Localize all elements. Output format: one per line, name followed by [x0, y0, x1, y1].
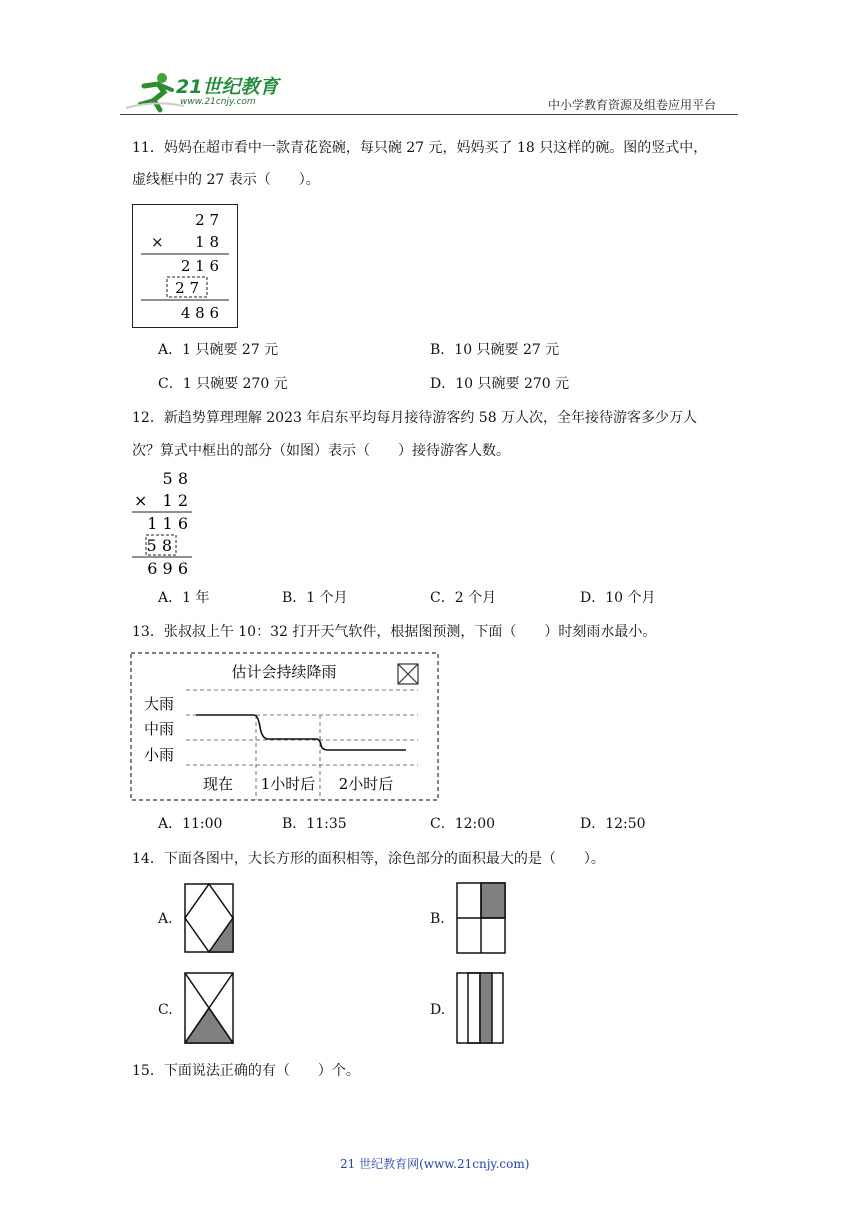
- q12-option-b[interactable]: B．1 个月: [282, 590, 348, 606]
- q12-text-line1: 12．新趋势算理理解 2023 年启东平均每月接待游客约 58 万人次，全年接待游客多少万人: [132, 410, 698, 426]
- header-divider: [120, 114, 738, 115]
- q11-text-line2: 虚线框中的 27 表示（ ）。: [132, 172, 320, 188]
- logo-main-text: 21世纪教育: [176, 76, 279, 98]
- q11-option-b[interactable]: B．10 只碗要 27 元: [430, 342, 560, 358]
- q13-level-light: 小雨: [144, 746, 175, 764]
- q12-calc-row5: 6 9 6: [147, 559, 188, 578]
- q13-period-1h: 1小时后: [260, 775, 316, 793]
- q13-chart-title: 估计会持续降雨: [231, 663, 337, 681]
- q12-vertical-calc: [132, 466, 198, 580]
- q13-period-now: 现在: [202, 775, 234, 793]
- q11-calc-row4: 2 7: [175, 279, 199, 297]
- q14-figure-c[interactable]: [184, 972, 234, 1048]
- q11-calc-op: ×: [151, 233, 164, 251]
- q14-option-a-label[interactable]: A.: [158, 911, 173, 927]
- q12-calc-row4: 5 8: [146, 536, 172, 555]
- q12-calc-row1: 5 8: [162, 469, 188, 488]
- q13-text-line1: 13．张叔叔上午 10：32 打开天气软件，根据图预测，下面（ ）时刻雨水最小。: [132, 624, 657, 640]
- q14-figure-b[interactable]: [456, 882, 506, 958]
- q13-option-a[interactable]: A．11:00: [158, 816, 223, 832]
- q14-option-b-label[interactable]: B.: [430, 911, 445, 927]
- q14-option-c-label[interactable]: C.: [158, 1002, 173, 1018]
- close-icon[interactable]: [398, 664, 418, 684]
- q14-option-d-label[interactable]: D.: [430, 1002, 446, 1018]
- q14-figure-a[interactable]: [184, 883, 234, 957]
- q12-calc-row3: 1 1 6: [147, 514, 188, 533]
- q14-text-line1: 14．下面各图中，大长方形的面积相等，涂色部分的面积最大的是（ ）。: [132, 851, 605, 867]
- q12-calc-row2: 1 2: [162, 491, 188, 510]
- q12-calc-op: ×: [134, 491, 148, 510]
- q13-rain-trend-line: [196, 715, 406, 750]
- q11-option-a[interactable]: A．1 只碗要 27 元: [158, 342, 279, 358]
- q13-level-medium: 中雨: [144, 720, 175, 738]
- q13-option-c[interactable]: C．12:00: [430, 816, 496, 832]
- q12-text-line2: 次？算式中框出的部分（如图）表示（ ）接待游客人数。: [132, 443, 510, 459]
- q11-option-d[interactable]: D．10 只碗要 270 元: [430, 376, 570, 392]
- q13-weather-widget: [130, 652, 440, 802]
- q11-calc-row2: 1 8: [195, 233, 219, 251]
- q13-option-b[interactable]: B．11:35: [282, 816, 347, 832]
- q11-text-line1: 11．妈妈在超市看中一款青花瓷碗，每只碗 27 元，妈妈买了 18 只这样的碗。图的竖式中，: [132, 140, 708, 156]
- q12-option-d[interactable]: D．10 个月: [580, 590, 656, 606]
- q14-figure-d[interactable]: [456, 972, 504, 1048]
- q13-level-heavy: 大雨: [144, 695, 175, 713]
- q12-option-a[interactable]: A．1 年: [158, 590, 210, 606]
- logo: [124, 70, 294, 114]
- q11-calc-row5: 4 8 6: [180, 304, 219, 322]
- q11-option-c[interactable]: C．1 只碗要 270 元: [158, 376, 288, 392]
- footer-text[interactable]: 21 世纪教育网(www.21cnjy.com): [340, 1157, 530, 1171]
- q11-calc-row3: 2 1 6: [180, 257, 219, 275]
- q13-option-d[interactable]: D．12:50: [580, 816, 646, 832]
- q11-vertical-calc: [132, 204, 238, 328]
- logo-sub-text: www.21cnjy.com: [180, 97, 256, 107]
- q11-calc-row1: 2 7: [195, 211, 219, 229]
- q12-option-c[interactable]: C．2 个月: [430, 590, 497, 606]
- q13-period-2h: 2小时后: [338, 775, 394, 793]
- header-right-text: 中小学教育资源及组卷应用平台: [548, 98, 717, 112]
- q15-text-line1: 15．下面说法正确的有（ ）个。: [132, 1063, 360, 1079]
